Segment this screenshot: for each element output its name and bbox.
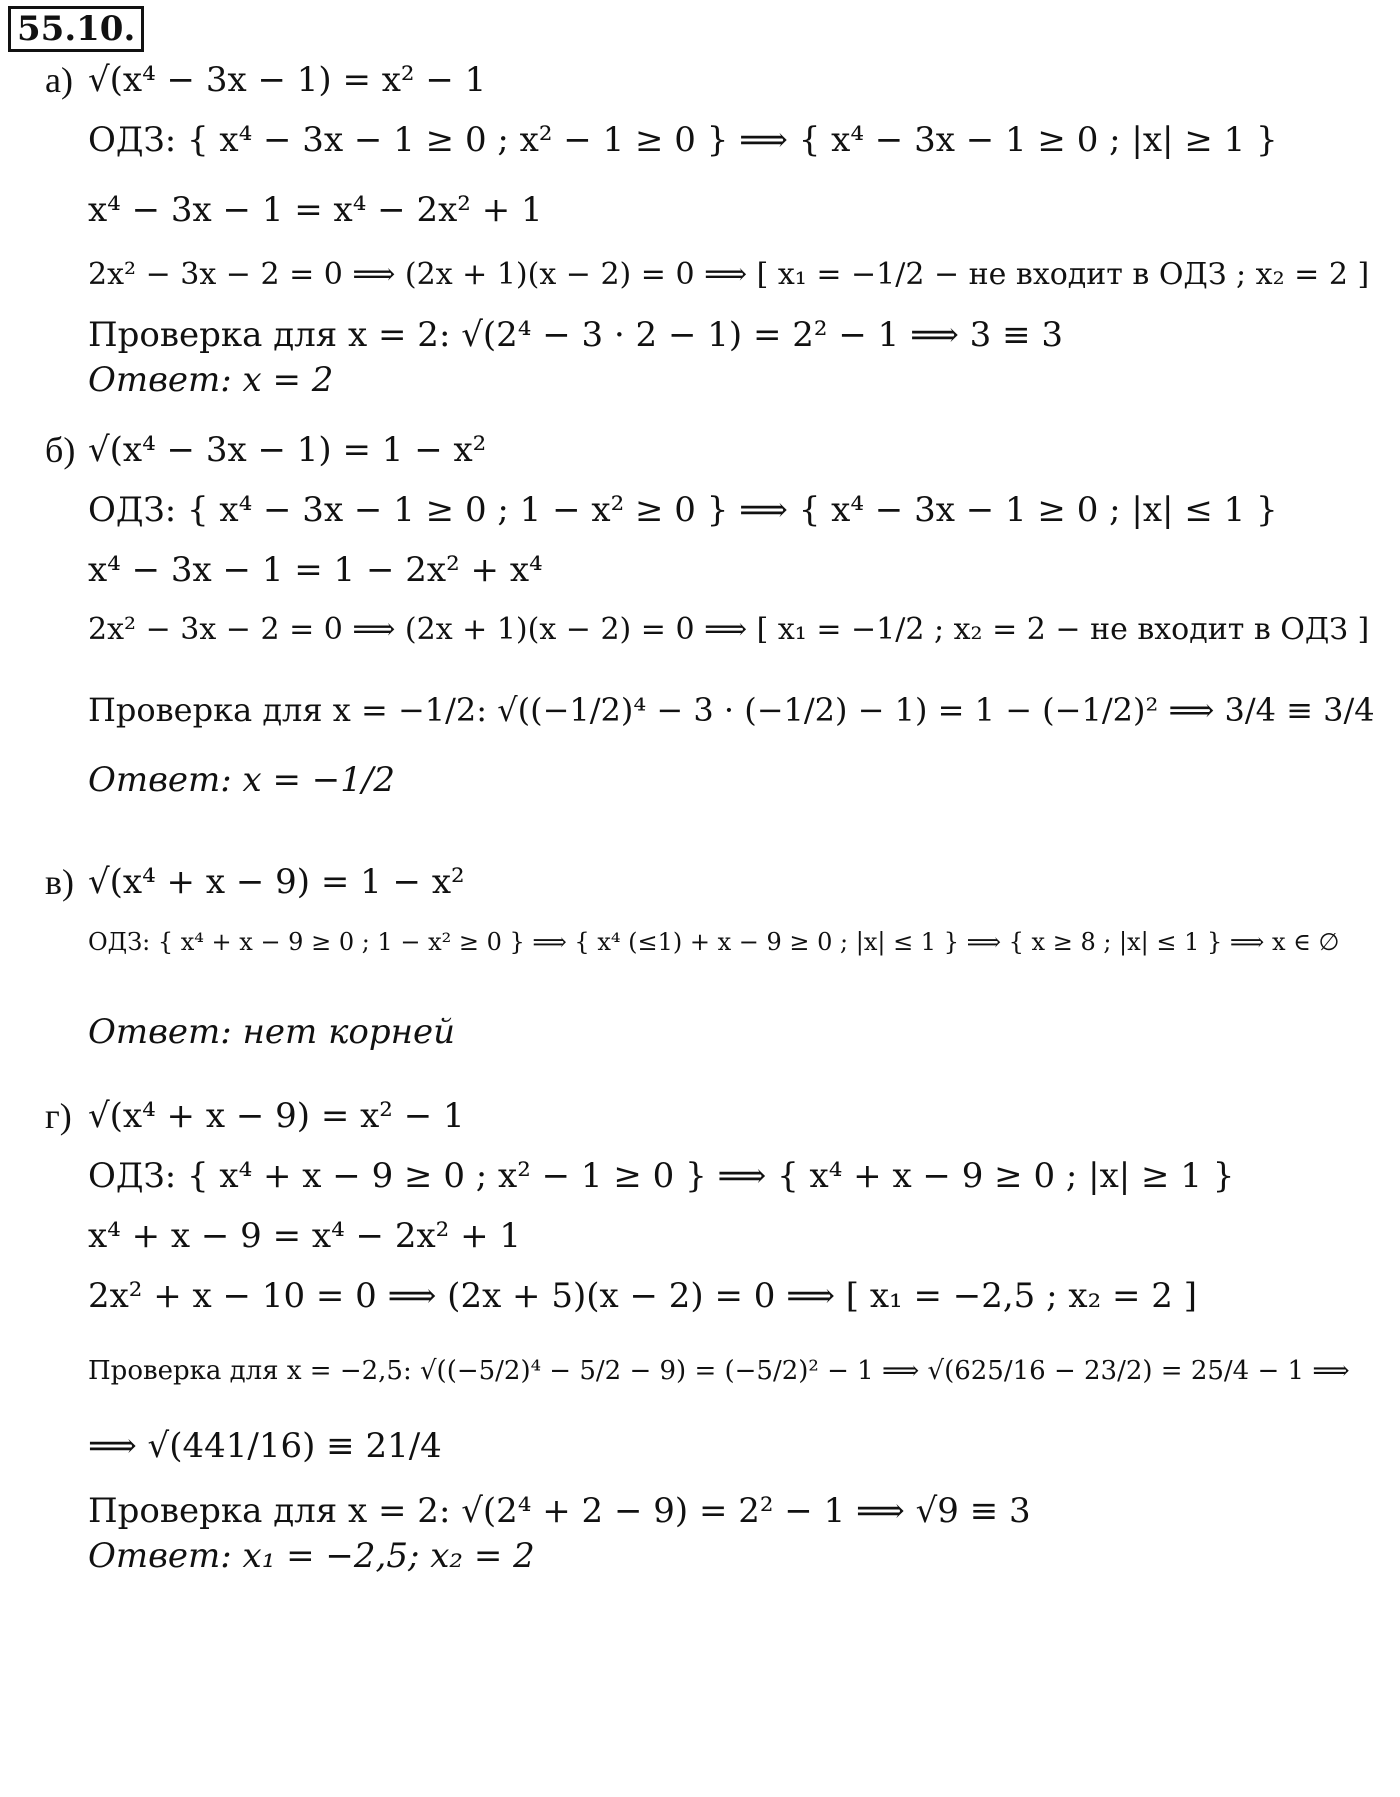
solution-line: √(x⁴ − 3x − 1) = x² − 1 bbox=[88, 60, 487, 100]
part-label: б) bbox=[45, 430, 76, 470]
solution-line: 2x² + x − 10 = 0 ⟹ (2x + 5)(x − 2) = 0 ⟹ [ x₁ = −2,5 ; x₂ = 2 ] bbox=[88, 1276, 1198, 1316]
solution-line: x⁴ − 3x − 1 = 1 − 2x² + x⁴ bbox=[88, 550, 543, 590]
solution-line: Проверка для x = 2: √(2⁴ − 3 · 2 − 1) = 2² − 1 ⟹ 3 ≡ 3 bbox=[88, 315, 1064, 355]
part-label: а) bbox=[45, 60, 73, 100]
solution-line: 2x² − 3x − 2 = 0 ⟹ (2x + 1)(x − 2) = 0 ⟹ [ x₁ = −1/2 − не входит в ОДЗ ; x₂ = 2 ] bbox=[88, 257, 1370, 292]
solution-line: Проверка для x = −2,5: √((−5/2)⁴ − 5/2 − 9) = (−5/2)² − 1 ⟹ √(625/16 − 23/2) = 25/4 − 1 ⟹ bbox=[88, 1356, 1350, 1386]
solution-line: x⁴ + x − 9 = x⁴ − 2x² + 1 bbox=[88, 1216, 522, 1256]
solution-line: Проверка для x = 2: √(2⁴ + 2 − 9) = 2² − 1 ⟹ √9 ≡ 3 bbox=[88, 1491, 1031, 1531]
solution-line: ⟹ √(441/16) ≡ 21/4 bbox=[88, 1426, 442, 1466]
solution-line: ОДЗ: { x⁴ − 3x − 1 ≥ 0 ; x² − 1 ≥ 0 } ⟹ { x⁴ − 3x − 1 ≥ 0 ; |x| ≥ 1 } bbox=[88, 120, 1278, 160]
solution-line: Проверка для x = −1/2: √((−1/2)⁴ − 3 · (−1/2) − 1) = 1 − (−1/2)² ⟹ 3/4 ≡ 3/4 bbox=[88, 691, 1375, 729]
solution-line: √(x⁴ − 3x − 1) = 1 − x² bbox=[88, 430, 487, 470]
solution-line: Ответ: x₁ = −2,5; x₂ = 2 bbox=[88, 1536, 535, 1576]
solution-line: √(x⁴ + x − 9) = 1 − x² bbox=[88, 862, 465, 902]
solution-line: ОДЗ: { x⁴ − 3x − 1 ≥ 0 ; 1 − x² ≥ 0 } ⟹ { x⁴ − 3x − 1 ≥ 0 ; |x| ≤ 1 } bbox=[88, 490, 1278, 530]
solution-line: ОДЗ: { x⁴ + x − 9 ≥ 0 ; x² − 1 ≥ 0 } ⟹ { x⁴ + x − 9 ≥ 0 ; |x| ≥ 1 } bbox=[88, 1156, 1235, 1196]
solution-line: √(x⁴ + x − 9) = x² − 1 bbox=[88, 1096, 465, 1136]
problem-number: 55.10. bbox=[8, 6, 144, 52]
solution-line: ОДЗ: { x⁴ + x − 9 ≥ 0 ; 1 − x² ≥ 0 } ⟹ { x⁴ (≤1) + x − 9 ≥ 0 ; |x| ≤ 1 } ⟹ { x ≥ 8 ; |x| ≤ 1 } ⟹ x ∈ ∅ bbox=[88, 928, 1340, 956]
part-label: в) bbox=[45, 862, 74, 902]
solution-line: x⁴ − 3x − 1 = x⁴ − 2x² + 1 bbox=[88, 190, 543, 230]
solution-line: Ответ: x = 2 bbox=[88, 360, 334, 400]
solution-line: 2x² − 3x − 2 = 0 ⟹ (2x + 1)(x − 2) = 0 ⟹ [ x₁ = −1/2 ; x₂ = 2 − не входит в ОДЗ ] bbox=[88, 612, 1370, 647]
solution-line: Ответ: x = −1/2 bbox=[88, 760, 396, 800]
solution-line: Ответ: нет корней bbox=[88, 1012, 456, 1052]
part-label: г) bbox=[45, 1096, 72, 1136]
